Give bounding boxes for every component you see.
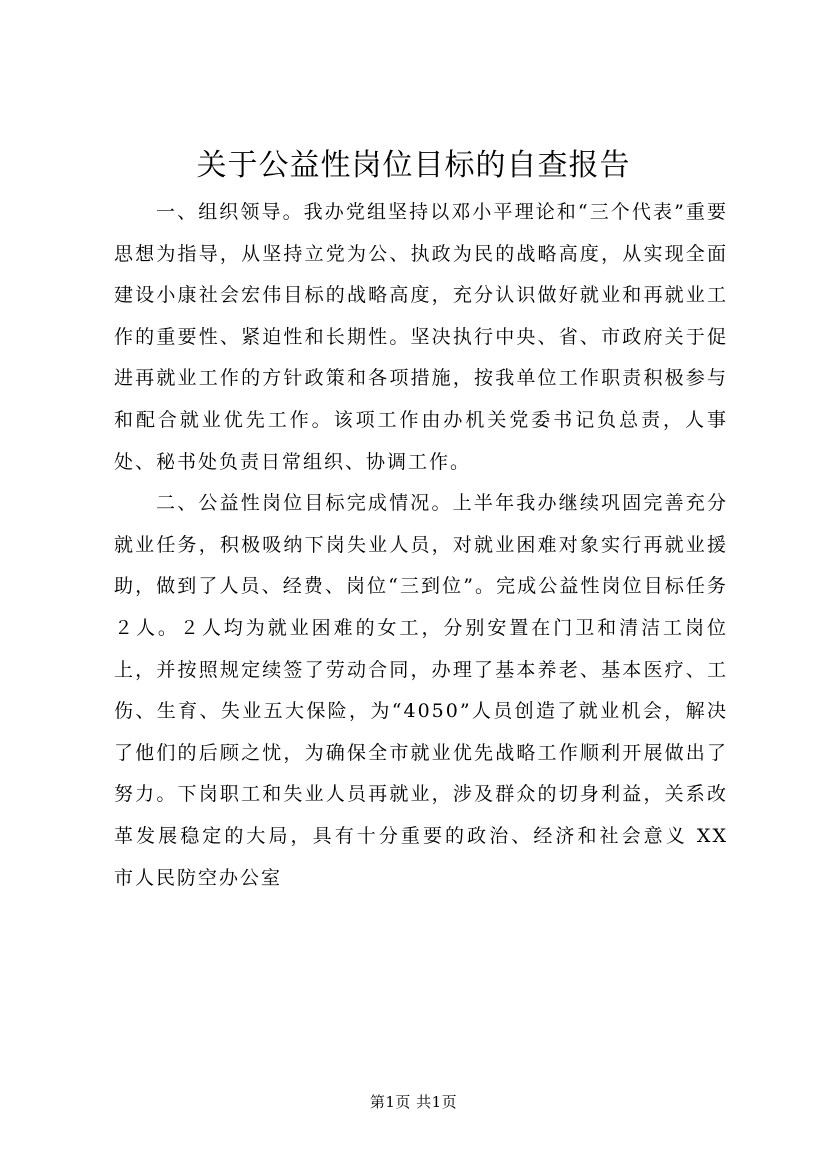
page-footer: 第1页 共1页	[369, 1093, 458, 1111]
document-body	[114, 192, 728, 899]
paragraph-target-completion: 二、公益性岗位目标完成情况。上半年我办继续巩固完善充分就业任务，积极吸纳下岗失业人员，对就业困难对象实行再就业援助，做到了人员、经费、岗位“三到位”。完成公益性岗位目标任务２人。２人均为就业困难的女工，分别安置在门卫和清洁工岗位上，并按照规定续签了劳动合同，办理了基本养老、基本医疗、工伤、生育、失业五大保险，为“4050”人员创造了就业机会，解决了他们的后顾之忧，为确保全市就业优先战略工作顺利开展做出了努力。下岗职工和失业人员再就业，涉及群众的切身利益，关系改革发展稳定的大局，具有十分重要的政治、经济和社会意义 XX 市人民防空办公室	[114, 492, 728, 889]
document-title: 关于公益性岗位目标的自查报告	[196, 148, 631, 183]
paragraph-organization-leadership: 一、组织领导。我办党组坚持以邓小平理论和“三个代表”重要思想为指导，从坚持立党为公、执政为民的战略高度，从实现全面建设小康社会宏伟目标的战略高度，充分认识做好就业和再就业工作的重要性、紧迫性和长期性。坚决执行中央、省、市政府关于促进再就业工作的方针政策和各项措施，按我单位工作职责积极参与和配合就业优先工作。该项工作由办机关党委书记负总责，人事处、秘书处负责日常组织、协调工作。	[114, 201, 728, 473]
